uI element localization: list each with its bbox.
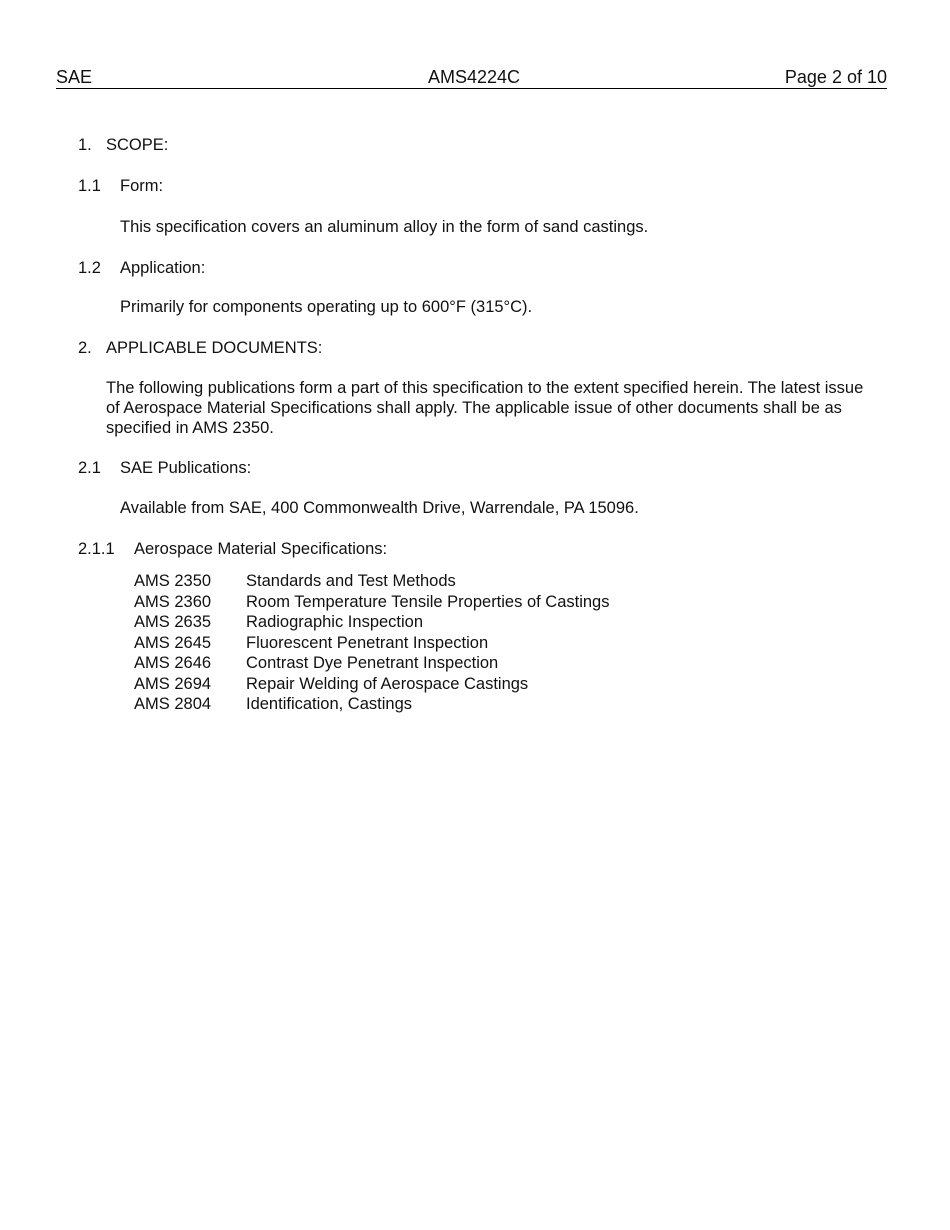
section-number: 2.1.1 bbox=[78, 540, 115, 558]
document-code: AMS 2360 bbox=[134, 592, 212, 611]
page-header bbox=[56, 66, 887, 89]
document-code: AMS 2646 bbox=[134, 654, 212, 672]
document-title: Repair Welding of Aerospace Castings bbox=[246, 674, 529, 693]
header-doc-id: AMS4224C bbox=[428, 67, 521, 87]
document-title: Fluorescent Penetrant Inspection bbox=[246, 633, 489, 652]
section-number: 2. bbox=[78, 339, 92, 357]
section-1-1-body: This specification covers an aluminum alloy in the form of sand castings. bbox=[120, 218, 649, 236]
section-number: 2.1 bbox=[78, 459, 101, 477]
document-title: Room Temperature Tensile Properties of Castings bbox=[246, 592, 610, 611]
header-page-number: Page 2 of 10 bbox=[784, 67, 887, 87]
section-title: Form: bbox=[120, 177, 164, 195]
document-code: AMS 2694 bbox=[134, 674, 212, 693]
document-code: AMS 2635 bbox=[134, 613, 212, 631]
section-number: 1. bbox=[78, 136, 92, 154]
document-code: AMS 2645 bbox=[134, 633, 212, 652]
section-title: SCOPE: bbox=[106, 136, 169, 154]
document-title: Radiographic Inspection bbox=[246, 613, 424, 631]
document-title: Standards and Test Methods bbox=[246, 572, 456, 590]
section-title: APPLICABLE DOCUMENTS: bbox=[106, 339, 323, 357]
document-code: AMS 2350 bbox=[134, 572, 212, 590]
section-title: Application: bbox=[120, 259, 206, 277]
section-title: SAE Publications: bbox=[120, 459, 252, 477]
section-1-2-body: Primarily for components operating up to 600°F (315°C). bbox=[120, 298, 533, 316]
section-number: 1.2 bbox=[78, 259, 101, 277]
section-2-1-body: Available from SAE, 400 Commonwealth Drive, Warrendale, PA 15096. bbox=[120, 499, 639, 517]
header-org: SAE bbox=[56, 67, 93, 87]
section-number: 1.1 bbox=[78, 177, 101, 195]
document-code: AMS 2804 bbox=[134, 695, 212, 713]
document-title: Contrast Dye Penetrant Inspection bbox=[246, 654, 499, 672]
document-title: Identification, Castings bbox=[246, 695, 413, 713]
section-2-body: The following publications form a part of this specification to the extent specified herein. The latest issue of Aerospace Material Specifications shall apply. The applicable issue of other documents shall be as specified in AMS 2350. bbox=[106, 379, 864, 437]
section-title: Aerospace Material Specifications: bbox=[134, 540, 388, 558]
